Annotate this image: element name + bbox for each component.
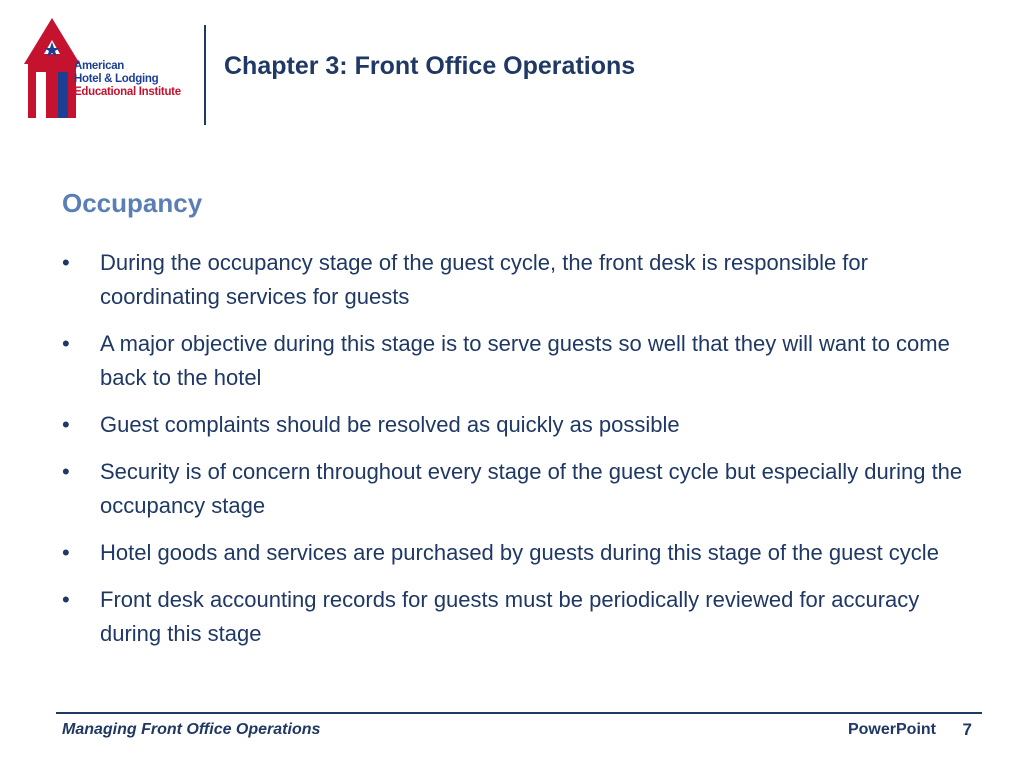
footer-course-title: Managing Front Office Operations	[62, 721, 321, 738]
bullet-glyph: •	[62, 459, 70, 484]
bullet-text: During the occupancy stage of the guest cycle, the front desk is responsible for coordinating services for guests	[100, 250, 868, 309]
page-number: 7	[962, 720, 972, 739]
header-divider	[204, 25, 206, 125]
bullet-text: Hotel goods and services are purchased by guests during this stage of the guest cycle	[100, 540, 939, 565]
section-heading: Occupancy	[62, 188, 203, 218]
footer-label: PowerPoint	[847, 721, 936, 738]
bullet-glyph: •	[62, 540, 70, 565]
ahlei-logo	[22, 14, 192, 122]
bullet-glyph: •	[62, 250, 70, 275]
bullet-item	[62, 536, 982, 570]
bullet-text: Front desk accounting records for guests must be periodically reviewed for accuracy during this stage	[100, 587, 920, 646]
bullet-item	[62, 408, 982, 442]
footer-divider	[56, 712, 982, 714]
bullet-item	[62, 246, 982, 314]
bullet-text: A major objective during this stage is to serve guests so well that they will want to come back to the hotel	[100, 331, 950, 390]
logo-line-1: American	[74, 60, 125, 72]
logo-line-2: Hotel & Lodging	[74, 73, 159, 85]
house-icon	[22, 14, 82, 122]
bullet-item	[62, 327, 982, 395]
bullet-list	[62, 246, 982, 664]
bullet-glyph: •	[62, 412, 70, 437]
bullet-item	[62, 455, 982, 523]
bullet-glyph: •	[62, 587, 70, 612]
logo-text	[74, 60, 181, 99]
chapter-title: Chapter 3: Front Office Operations	[224, 52, 636, 80]
logo-line-3: Educational Institute	[74, 86, 181, 98]
bullet-glyph: •	[62, 331, 70, 356]
bullet-text: Guest complaints should be resolved as quickly as possible	[100, 412, 680, 437]
bullet-item	[62, 583, 982, 651]
bullet-text: Security is of concern throughout every stage of the guest cycle but especially during the occupancy stage	[100, 459, 963, 518]
